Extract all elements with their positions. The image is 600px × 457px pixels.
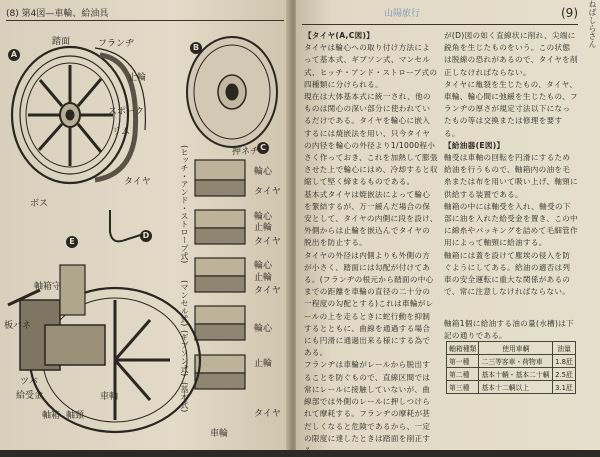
label-set-screw: 押ネヂ	[232, 147, 260, 157]
section-label-10: 止輪	[254, 359, 273, 369]
section-label-9: 輪心	[254, 324, 273, 334]
table-cell: 第一種	[447, 355, 479, 368]
label-spring-leaf: 板バネ	[4, 321, 32, 331]
wheel-diagram	[0, 0, 292, 450]
label-B: B	[190, 42, 202, 54]
tire-type-3: (ギブソン式)	[180, 330, 189, 377]
tire-type-4: (基本式)	[180, 382, 189, 413]
label-boss: ボス	[30, 199, 49, 209]
paragraph: 軸箱の中には軸受を入れ、軸受の下部に油を入れた給受金を置き、この中に綿糸やパッキングを詰めて毛細管作用によって軸頸に給油する。	[444, 201, 578, 248]
next-page-edge-text: ねばしらさん	[588, 0, 597, 48]
section-heading-tire: 【タイヤ(A,C図)】	[304, 31, 375, 40]
paragraph: タイヤに亀裂を生じたもの、タイヤ、車輪、輪心間に弛緩を生じたもの、フランヂの厚さが規定寸法以下になったもの等は交換または修理を要する。	[444, 79, 578, 138]
paragraph: 現在は大体基本式に統一され、他のものは関心の深い部分に使われているだけである。タイヤを輪心に嵌入するには焼嵌法を用い、只今タイヤの内径を輪心の外径より1/1000程小さく作っておき、これを加熱して膨張させた上で輪心にはめ、冷却すると収縮して堅く締まるものである。	[304, 92, 438, 187]
label-axle-box: 軸箱	[42, 411, 61, 421]
paragraph: タイヤは輪心への取り付け方法によって基本式、ギブソン式、マンセル式、ヒッチ・アンド・ストローブ式の四種類に分けられる。	[304, 43, 438, 89]
label-A: A	[8, 49, 20, 61]
text-column-1	[304, 30, 438, 455]
table-cell: 1.8瓩	[553, 355, 576, 368]
tire-sections-C	[195, 160, 245, 389]
label-spoke: スポーク	[108, 107, 145, 117]
table-cell: 二三等客車・荷物車	[479, 355, 553, 368]
table-cell: 基本十二輌以上	[479, 381, 553, 394]
label-E: E	[66, 236, 78, 248]
section-label-7: 止輪	[254, 273, 273, 283]
stamp: 山陽旅行	[384, 9, 421, 19]
table-row	[447, 368, 576, 381]
table-cell: 3.1瓩	[553, 381, 576, 394]
section-label-4: 止輪	[254, 223, 273, 233]
paragraph: 軸箱には蓋を設けて塵埃の侵入を防ぐようにしてある。給油の適否は列車の安全運転に重大な関係があるので、常に注意しなければならない。	[444, 250, 571, 297]
paragraph: が(D)図の如く直線状に削れ、尖端に鋭角を生じたものをいう。この状態は脱線の恐れがあるので、タイヤを削正しなければならない。	[444, 31, 578, 77]
paragraph: フランヂは車輪がレールから脱出することを防ぐもので、直線区間では常にレールに接触していないが、曲線部では外側のレールに押しつけられて摩耗する。フランヂの摩耗が甚だしくなると危険であるから、一定の限度に達したときは踏面を削正する。	[304, 360, 431, 455]
label-collar: ツバ	[20, 377, 38, 387]
label-tire: タイヤ	[124, 177, 151, 187]
section-label-11: タイヤ	[254, 409, 281, 419]
paragraph: タイヤの外径は内側よりも外側の方が小さく、踏面には勾配が付けてある。(フランヂの根元から踏面の中心までの距離を車輪の直径の二十分の一程度の勾配とする)これは車輪がレールの上を走るときに蛇行動を抑制するとともに、曲線を通過する場合にも円滑に通過出来る様にする為である。	[304, 250, 434, 358]
table-header: 油量	[553, 342, 576, 355]
label-axle-box-guard: 軸箱守	[34, 282, 62, 292]
table-row	[447, 381, 576, 394]
label-C: C	[257, 142, 269, 154]
table-cell: 第二種	[447, 368, 479, 381]
oil-quantity-table	[446, 341, 576, 394]
page-number: (9)	[561, 6, 578, 20]
label-oil-retainer: 給受金	[16, 391, 44, 401]
table-caption: 軸箱1個に給油する油の量(水槽)は下記の通りである。	[444, 319, 575, 341]
section-label-5: タイヤ	[254, 237, 281, 247]
right-page	[296, 0, 600, 455]
table-cell: 第三種	[447, 381, 479, 394]
table-cell: 基本十輌・基本二十輌	[479, 368, 553, 381]
label-D: D	[140, 230, 152, 242]
label-journal: 軸頸	[66, 411, 85, 421]
label-rim: リム	[112, 127, 131, 137]
table-header: 使用車輌	[479, 342, 553, 355]
table-row	[447, 355, 576, 368]
label-wheel: 車輪	[210, 429, 229, 439]
table-header: 軸箱種類	[447, 342, 479, 355]
paragraph: 基本式タイヤは焼嵌法によって輪心を緊結するが、万一緩んだ場合の保安として、タイヤの内側に段を設け、外側からは止輪を嵌込んでタイヤの脱出を防止する。	[304, 189, 438, 248]
paragraph: 軸受は車軸の回転を円滑にするため給油を行うもので、軸箱内の油を毛糸または布を用いて吸い上げ、軸頸に供給する装置である。	[444, 153, 578, 199]
label-axle: 車軸	[100, 392, 119, 402]
figure-header: (8) 第4図—車輪、給油具	[6, 9, 109, 19]
label-stop-ring: 止輪	[128, 73, 147, 83]
section-label-6: 輪心	[254, 261, 273, 271]
text-column-2	[444, 30, 578, 320]
tire-type-2: (マンセル式)	[180, 280, 189, 327]
table-cell: 2.5瓩	[553, 368, 576, 381]
section-label-8: タイヤ	[254, 286, 281, 296]
section-label-3: 輪心	[254, 212, 273, 222]
label-tread: 踏面	[52, 37, 71, 47]
section-heading-oiler: 【給油器(E図)】	[444, 140, 505, 150]
header-rule	[302, 24, 578, 25]
label-flange: フランヂ	[98, 39, 135, 49]
tire-type-1: (ヒッチ・アンド・ストローブ式)	[180, 145, 189, 264]
left-page	[0, 0, 292, 450]
section-label-2: タイヤ	[254, 187, 281, 197]
wheel-B-drawing	[187, 37, 277, 147]
table-header-row	[447, 342, 576, 355]
section-label-1: 輪心	[254, 167, 273, 177]
